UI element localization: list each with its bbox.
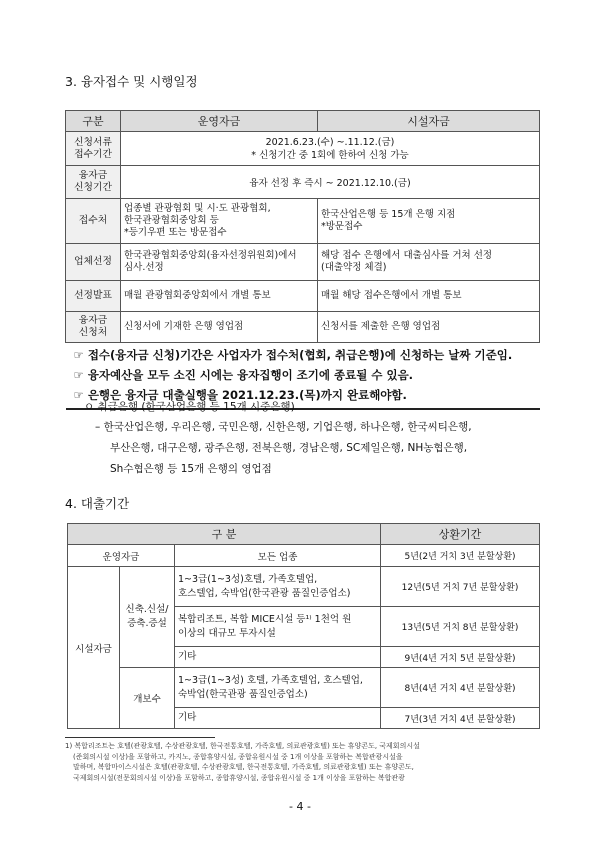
- header-category: 구 분: [68, 524, 381, 545]
- facility-cell: 신청서를 제출한 은행 영업점: [318, 312, 540, 343]
- operating-cell: 업종별 관광협회 및 시·도 관광협회, 한국관광협회중앙회 등 *등기우편 또는 방문접수: [121, 199, 318, 244]
- facility-cell: 해당 접수 은행에서 대출심사를 거쳐 선정 (대출약정 체결): [318, 244, 540, 281]
- footnote-line: 1) 복합리조트는 호텔(관광호텔, 수상관광호텔, 한국전통호텔, 가족호텔, 의료관광호텔) 또는 휴양콘도, 국제회의시설: [65, 742, 420, 750]
- repayment-term: 5년(2년 거치 3년 분할상환): [381, 545, 540, 567]
- bank-list-line: Sh수협은행 등 15개 은행의 영업점: [110, 463, 272, 475]
- target-desc: 기타: [175, 647, 381, 668]
- header-repayment: 상환기간: [381, 524, 540, 545]
- bank-list-line: – 한국산업은행, 우리은행, 국민은행, 신한은행, 기업은행, 하나은행, 한국씨티은행,: [95, 421, 472, 433]
- footnote-line: (준회의시설 이상)을 포함하고, 카지노, 종합휴양시설, 종합유원시설 중 1개 이상을 포함하는 복합관광시설을: [73, 752, 403, 761]
- target-desc: 복합리조트, 복합 MICE시설 등¹⁾ 1천억 원 이상의 대규모 투자시설: [175, 607, 381, 647]
- operating-cell: 한국관광협회중앙회(융자선정위원회)에서 심사.선정: [121, 244, 318, 281]
- row-label: 접수처: [66, 199, 121, 244]
- operating-label: 운영자금: [68, 545, 175, 567]
- repayment-term: 12년(5년 거치 7년 분할상환): [381, 567, 540, 607]
- table-row: [68, 567, 540, 607]
- table-row: [66, 132, 540, 166]
- footnote-divider: [65, 737, 215, 738]
- table-row: [66, 166, 540, 199]
- loan-term-table: [67, 523, 540, 729]
- header-facility: 시설자금: [318, 111, 540, 132]
- renovation-label: 개보수: [120, 668, 175, 729]
- header-category: 구분: [66, 111, 121, 132]
- schedule-table: [65, 110, 540, 410]
- operating-scope: 모든 업종: [175, 545, 381, 567]
- note-item: ☞ 은행은 융자금 대출실행을 2021.12.23.(목)까지 완료해야함.: [73, 388, 407, 402]
- table-row: [66, 281, 540, 312]
- section-4-title: 4. 대출기간: [65, 496, 130, 511]
- header-operating: 운영자금: [121, 111, 318, 132]
- row-label: 업체선정: [66, 244, 121, 281]
- table-row: [68, 545, 540, 567]
- repayment-term: 9년(4년 거치 5년 분할상환): [381, 647, 540, 668]
- operating-cell: 신청서에 기재한 은행 영업점: [121, 312, 318, 343]
- target-desc: 기타: [175, 708, 381, 729]
- bank-list-line: 부산은행, 대구은행, 광주은행, 전북은행, 경남은행, SC제일은행, NH농협은행,: [110, 442, 468, 454]
- operating-cell: 매월 관광협회중앙회에서 개별 통보: [121, 281, 318, 312]
- loan-term-header-row: [68, 524, 540, 545]
- table-row: [66, 244, 540, 281]
- facility-cell: 한국산업은행 등 15개 은행 지점 *방문접수: [318, 199, 540, 244]
- footnote-line: 국제회의시설(전문회의시설 이상)을 포함하고, 종합휴양시설, 종합유원시설 중 1개 이상을 포함하는 복합관광: [73, 773, 405, 782]
- repayment-term: 7년(3년 거치 4년 분할상환): [381, 708, 540, 729]
- footnote-line: 말하며, 복합마이스시설은 호텔(관광호텔, 수상관광호텔, 한국전통호텔, 가족호텔, 의료관광호텔) 또는 휴양콘도,: [73, 763, 414, 771]
- repayment-term: 13년(5년 거치 8년 분할상환): [381, 607, 540, 647]
- note-item: ☞ 접수(융자금 신청)기간은 사업자가 접수처(협회, 취급은행)에 신청하는 날짜 기준임.: [73, 348, 513, 362]
- table-row: [68, 668, 540, 708]
- schedule-header-row: [66, 111, 540, 132]
- section-3-title: 3. 융자접수 및 시행일정: [65, 74, 198, 89]
- target-desc: 1~3급(1~3성) 호텔, 가족호텔업, 호스텔업, 숙박업(한국관광 품질인증업소): [175, 668, 381, 708]
- loan-application-period: 융자 선정 후 즉시 ~ 2021.12.10.(금): [121, 166, 540, 199]
- bank-bullet: ㅇ 취급은행 (한국산업은행 등 15개 시중은행): [84, 401, 295, 413]
- application-period: 2021.6.23.(수) ~.11.12.(금) * 신청기간 중 1회에 한하여 신청 가능: [121, 132, 540, 166]
- row-label: 신청서류 접수기간: [66, 132, 121, 166]
- row-label: 융자금 신청처: [66, 312, 121, 343]
- page-number: - 4 -: [289, 800, 311, 813]
- footnote: [65, 741, 543, 783]
- note-item: ☞ 융자예산을 모두 소진 시에는 융자집행이 조기에 종료될 수 있음.: [73, 368, 414, 382]
- facility-label: 시설자금: [68, 567, 120, 729]
- new-construction-label: 신축.신설/ 증축.증설: [120, 567, 175, 668]
- row-label: 융자금 신청기간: [66, 166, 121, 199]
- facility-cell: 매월 해당 접수은행에서 개별 통보: [318, 281, 540, 312]
- target-desc: 1~3급(1~3성)호텔, 가족호텔업, 호스텔업, 숙박업(한국관광 품질인증업소): [175, 567, 381, 607]
- repayment-term: 8년(4년 거치 4년 분할상환): [381, 668, 540, 708]
- row-label: 선정발표: [66, 281, 121, 312]
- table-row: [66, 199, 540, 244]
- table-row: [66, 312, 540, 343]
